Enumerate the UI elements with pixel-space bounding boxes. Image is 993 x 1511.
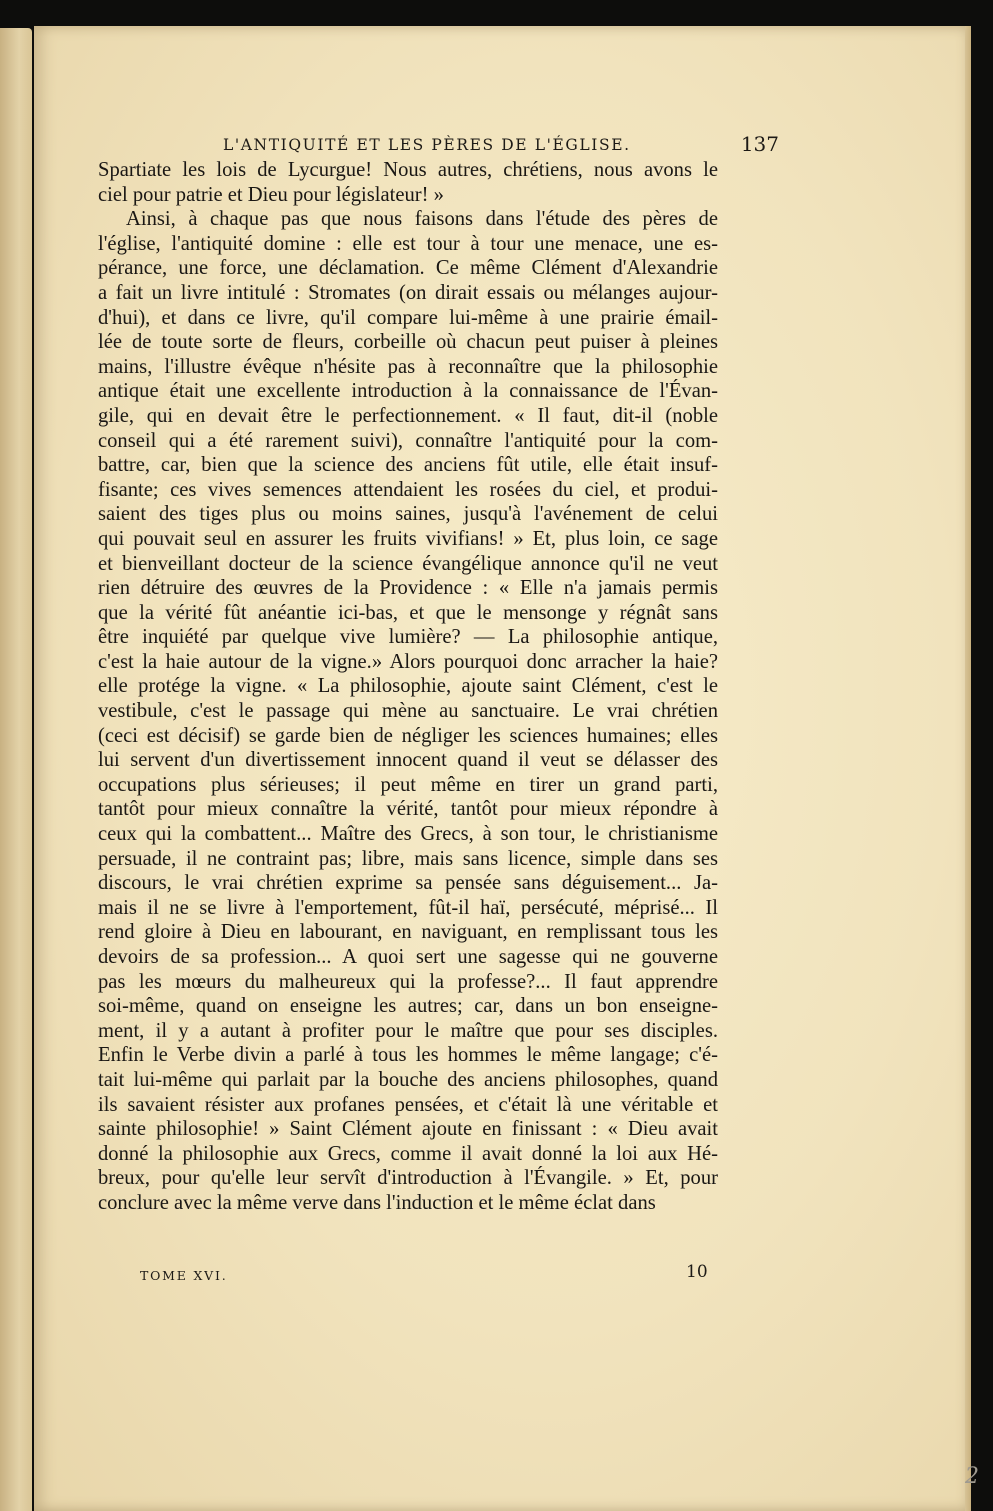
text-line: saient des tiges plus ou moins saines, jusqu'à l'avénement de celui xyxy=(98,503,718,526)
text-line: sainte philosophie! » Saint Clément ajoute en finissant : « Dieu avait xyxy=(98,1118,718,1141)
text-line: que la vérité fût anéantie ici-bas, et que le mensonge y régnât sans xyxy=(98,601,718,624)
text-line: breux, pour qu'elle leur servît d'introduction à l'Évangile. » Et, pour xyxy=(98,1167,718,1190)
text-line: conclure avec la même verve dans l'induction et le même éclat dans xyxy=(98,1191,656,1214)
text-line: ment, il y a autant à profiter pour le maître que pour ses disciples. xyxy=(98,1019,718,1042)
text-line: vestibule, c'est le passage qui mène au sanctuaire. Le vrai chrétien xyxy=(98,700,718,723)
text-line: persuade, il ne contraint pas; libre, mais sans licence, simple dans ses xyxy=(98,847,718,870)
page-edge xyxy=(965,26,971,1511)
text-line: rend gloire à Dieu en labourant, en naviguant, en remplissant tous les xyxy=(98,921,718,944)
running-title: L'ANTIQUITÉ ET LES PÈRES DE L'ÉGLISE. xyxy=(223,136,631,154)
text-line: Enfin le Verbe divin a parlé à tous les hommes le même langage; c'é- xyxy=(98,1044,718,1067)
text-line: l'église, l'antiquité domine : elle est tour à tour une menace, une es- xyxy=(98,232,718,255)
text-line: lée de toute sorte de fleurs, corbeille où chacun peut puiser à pleines xyxy=(98,331,718,354)
text-line: elle protége la vigne. « La philosophie, ajoute saint Clément, c'est le xyxy=(98,675,718,698)
text-line: battre, car, bien que la science des anciens fût utile, elle était insuf- xyxy=(98,454,718,477)
page-footer xyxy=(138,1260,738,1290)
text-line: tait lui-même qui parlait par la bouche des anciens philosophes, quand xyxy=(98,1068,718,1091)
text-line: être inquiété par quelque vive lumière? — La philosophie antique, xyxy=(98,626,718,649)
text-line: a fait un livre intitulé : Stromates (on dirait essais ou mélanges aujour- xyxy=(98,281,718,304)
text-line: donné la philosophie aux Grecs, comme il avait donné la loi aux Hé- xyxy=(98,1142,718,1165)
text-line: ceux qui la combattent... Maître des Grecs, à son tour, le christianisme xyxy=(98,823,718,846)
text-line: soi-même, quand on enseigne les autres; car, dans un bon enseigne- xyxy=(98,995,718,1018)
text-line: conseil qui a été rarement suivi), connaître l'antiquité pour la com- xyxy=(98,429,718,452)
text-line: occupations plus sérieuses; il peut même en tirer un grand parti, xyxy=(98,773,718,796)
text-line: pas les mœurs du malheureux qui la professe?... Il faut apprendre xyxy=(98,970,718,993)
text-line: Spartiate les lois de Lycurgue! Nous autres, chrétiens, nous avons le xyxy=(98,159,718,181)
text-line: qui pouvait seul en assurer les fruits vivifians! » Et, plus loin, ce sage xyxy=(98,527,718,550)
text-line: ciel pour patrie et Dieu pour législateur! » xyxy=(98,183,444,206)
text-line: gile, qui en devait être le perfectionnement. « Il faut, dit-il (noble xyxy=(98,404,718,427)
text-line: ils savaient résister aux profanes pensées, et c'était là une véritable et xyxy=(98,1093,718,1116)
facing-page-edge xyxy=(0,28,32,1511)
pencil-mark: 2 xyxy=(965,1464,979,1489)
text-line: tantôt pour mieux connaître la vérité, tantôt pour mieux répondre à xyxy=(98,798,718,821)
text-line: devoirs de sa profession... A quoi sert une sagesse qui ne gouverne xyxy=(98,946,718,968)
text-line: et bienveillant docteur de la science évangélique annonce qu'il ne veut xyxy=(98,552,718,575)
page-number: 137 xyxy=(740,132,779,156)
body-text xyxy=(98,158,718,1216)
sheet-number: 10 xyxy=(686,1262,708,1282)
text-line: rien détruire des œuvres de la Providence : « Elle n'a jamais permis xyxy=(98,577,718,600)
signature-mark: TOME XVI. xyxy=(140,1268,228,1283)
text-line: fisante; ces vives semences attendaient les rosées du ciel, et produi- xyxy=(98,478,718,501)
text-line: c'est la haie autour de la vigne.» Alors pourquoi donc arracher la haie? xyxy=(98,650,718,673)
text-line: mains, l'illustre évêque n'hésite pas à reconnaître que la philosophie xyxy=(98,355,718,378)
text-line: mais il ne se livre à l'emportement, fût-il haï, persécuté, méprisé... Il xyxy=(98,896,718,919)
text-line: (ceci est décisif) se garde bien de négliger les sciences humaines; elles xyxy=(98,724,718,747)
text-line: discours, le vrai chrétien exprime sa pensée sans déguisement... Ja- xyxy=(98,872,718,895)
text-line: lui servent d'un divertissement innocent quand il veut se délasser des xyxy=(98,749,718,772)
text-line: Ainsi, à chaque pas que nous faisons dans l'étude des pères de xyxy=(126,208,718,231)
text-line: pérance, une force, une déclamation. Ce même Clément d'Alexandrie xyxy=(98,257,718,280)
text-line: d'hui), et dans ce livre, qu'il compare lui-même à une prairie émail- xyxy=(98,306,718,329)
text-line: antique était une excellente introduction à la connaissance de l'Évan- xyxy=(98,380,718,403)
